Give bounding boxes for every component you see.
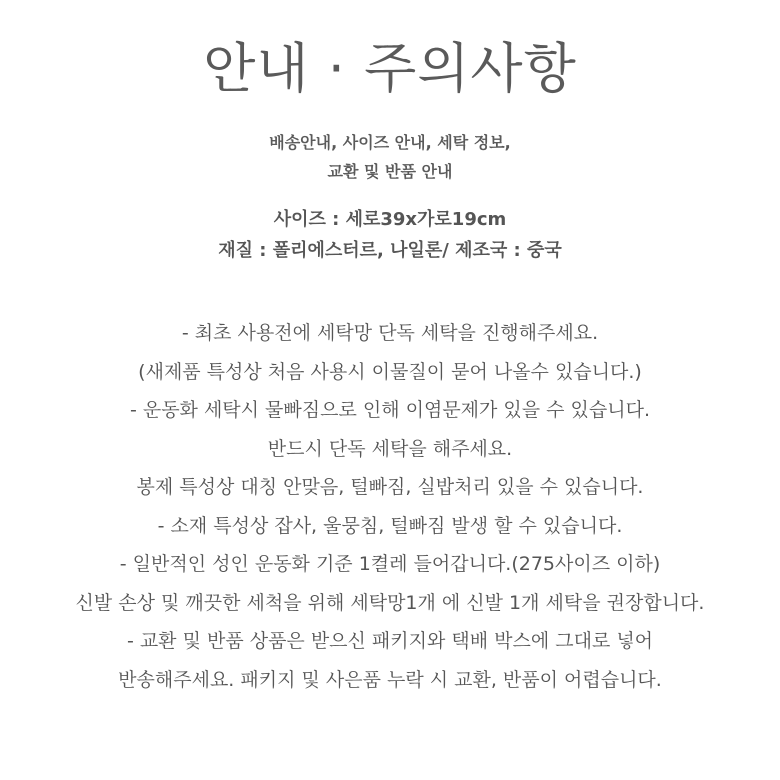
subtitle-line: 교환 및 반품 안내 — [327, 162, 453, 181]
notice-line: - 교환 및 반품 상품은 받으신 패키지와 택배 박스에 그대로 넣어 — [126, 630, 654, 652]
notice-line: 반드시 단독 세탁을 해주세요. — [267, 437, 513, 460]
spec-block — [0, 204, 780, 266]
notice-list — [0, 314, 780, 699]
notice-line: (새제품 특성상 처음 사용시 이물질이 묻어 나올수 있습니다.) — [138, 360, 642, 383]
spec-material: 재질 : 폴리에스터르, 나일론/ 제조국 : 중국 — [218, 240, 562, 261]
notice-line: - 소재 특성상 잡사, 울뭉침, 털빠짐 발생 할 수 있습니다. — [157, 514, 623, 537]
subtitle-block — [0, 128, 780, 186]
notice-line: - 운동화 세탁시 물빠짐으로 인해 이염문제가 있을 수 있습니다. — [129, 399, 651, 421]
spec-size: 사이즈 : 세로39x가로19cm — [273, 209, 507, 230]
notice-line: - 최초 사용전에 세탁망 단독 세탁을 진행해주세요. — [181, 322, 599, 344]
page-title: 안내 · 주의사항 — [203, 37, 577, 100]
notice-line: 봉제 특성상 대칭 안맞음, 털빠짐, 실밥처리 있을 수 있습니다. — [136, 476, 644, 498]
notice-line: 신발 손상 및 깨끗한 세척을 위해 세탁망1개 에 신발 1개 세탁을 권장합니다. — [75, 591, 705, 614]
notice-line: 반송해주세요. 패키지 및 사은품 누락 시 교환, 반품이 어렵습니다. — [118, 668, 662, 691]
subtitle-line: 배송안내, 사이즈 안내, 세탁 정보, — [269, 133, 511, 152]
notice-line: - 일반적인 성인 운동화 기준 1켤레 들어갑니다.(275사이즈 이하) — [119, 553, 661, 575]
